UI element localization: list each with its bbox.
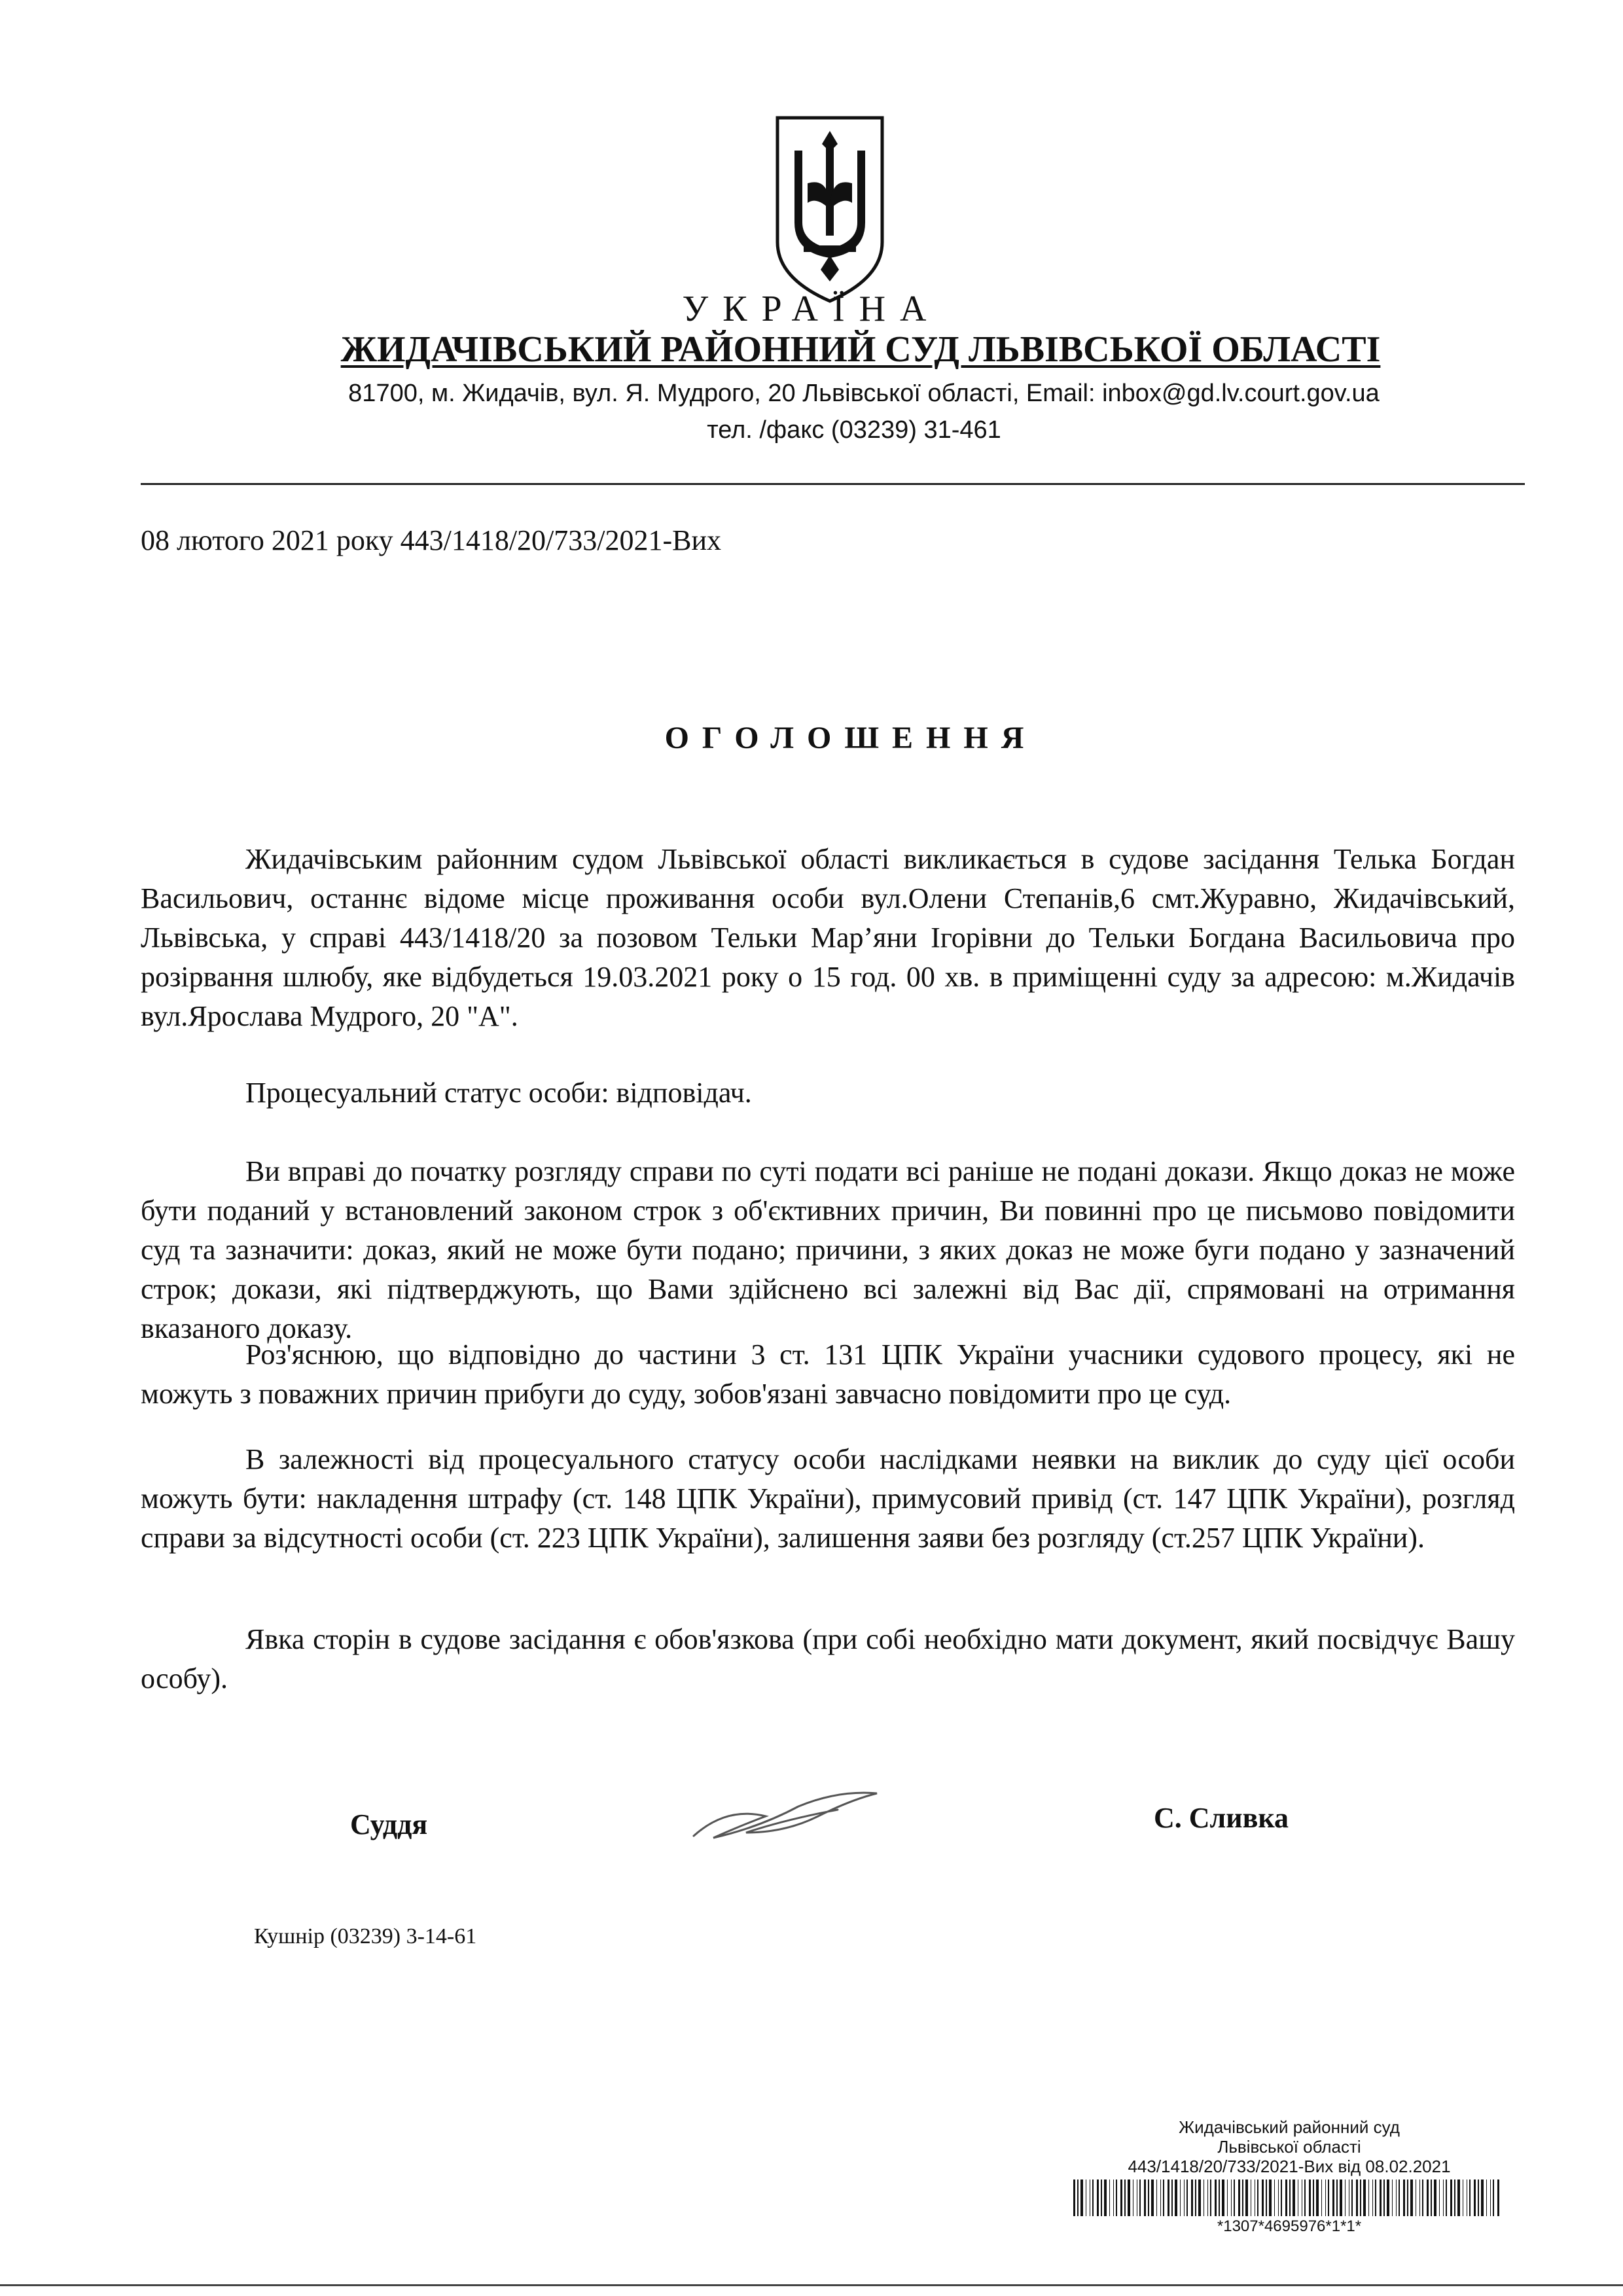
coat-of-arms-icon	[771, 111, 889, 308]
paragraph-attendance: Явка сторін в судове засідання є обов'язкова (при собі необхідно мати документ, який посвідчує Вашу особу).	[141, 1623, 1515, 1695]
paragraph-consequences: В залежності від процесуального статусу особи наслідками неявки на виклик до суду цієї особи можуть бути: накладення штрафу (ст. 148 ЦПК України), примусовий привід (ст. 147 ЦПК України), розгляд справи за відсутності особи (ст. 223 ЦПК України), залишення заяви без розгляду (ст.257 ЦПК України).	[141, 1443, 1515, 1554]
court-name-heading: ЖИДАЧІВСЬКИЙ РАЙОННИЙ СУД ЛЬВІВСЬКОЇ ОБЛАСТІ	[340, 329, 1381, 370]
header-divider	[141, 483, 1525, 485]
paragraph-notice: Роз'яснюю, що відповідно до частини 3 ст. 131 ЦПК України учасники судового процесу, які не можуть з поважних причин прибуги до суду, зобов'язані завчасно повідомити про це суд.	[141, 1338, 1515, 1410]
barcode-caption: *1307*4695976*1*1*	[1217, 2217, 1362, 2235]
stamp-reference: 443/1418/20/733/2021-Вих від 08.02.2021	[1128, 2157, 1451, 2176]
stamp-region: Львівської області	[1217, 2137, 1361, 2157]
judge-label: Суддя	[350, 1808, 428, 1840]
judge-name: С. Сливка	[1154, 1802, 1289, 1834]
paragraph-status: Процесуальний статус особи: відповідач.	[245, 1077, 752, 1109]
court-address: 81700, м. Жидачів, вул. Я. Мудрого, 20 Львівської області, Email: inbox@gd.lv.court.gov.ua	[348, 380, 1380, 407]
date-reference: 08 лютого 2021 року 443/1418/20/733/2021-Вих	[141, 524, 722, 556]
barcode-icon	[1073, 2179, 1505, 2216]
document-title: ОГОЛОШЕННЯ	[664, 721, 1037, 755]
registration-stamp	[1073, 2117, 1505, 2176]
paragraph-summons: Жидачівським районним судом Львівської області викликається в судове засідання Телька Богдан Васильович, останнє відоме місце проживання особи вул.Олени Степанів,6 смт.Журавно, Жидачівський, Львівська, у справі 443/1418/20 за позовом Тельки Мар’яни Ігорівни до Тельки Богдана Васильовича про розірвання шлюбу, яке відбудеться 19.03.2021 року о 15 год. 00 хв. в приміщенні суду за адресою: м.Жидачів вул.Ярослава Мудрого, 20 "А".	[141, 843, 1515, 1032]
page-bottom-edge	[0, 2284, 1623, 2286]
country-heading: УКРАЇНА	[682, 289, 941, 329]
stamp-court-name: Жидачівський районний суд	[1179, 2117, 1400, 2137]
executor-contact: Кушнір (03239) 3-14-61	[254, 1924, 477, 1948]
handwritten-signature	[687, 1780, 883, 1852]
court-phone: тел. /факс (03239) 31-461	[707, 416, 1001, 444]
paragraph-evidence: Ви вправі до початку розгляду справи по суті подати всі раніше не подані докази. Якщо доказ не може бути поданий у встановлений законом строк з об'єктивних причин, Ви повинні про це письмово повідомити суд та зазначити: доказ, який не може бути подано; причини, з яких доказ не може буги подано у зазначений строк; докази, які підтверджують, що Вами здійснено всі залежні від Вас дії, спрямовані на отримання вказаного доказу.	[141, 1155, 1515, 1344]
